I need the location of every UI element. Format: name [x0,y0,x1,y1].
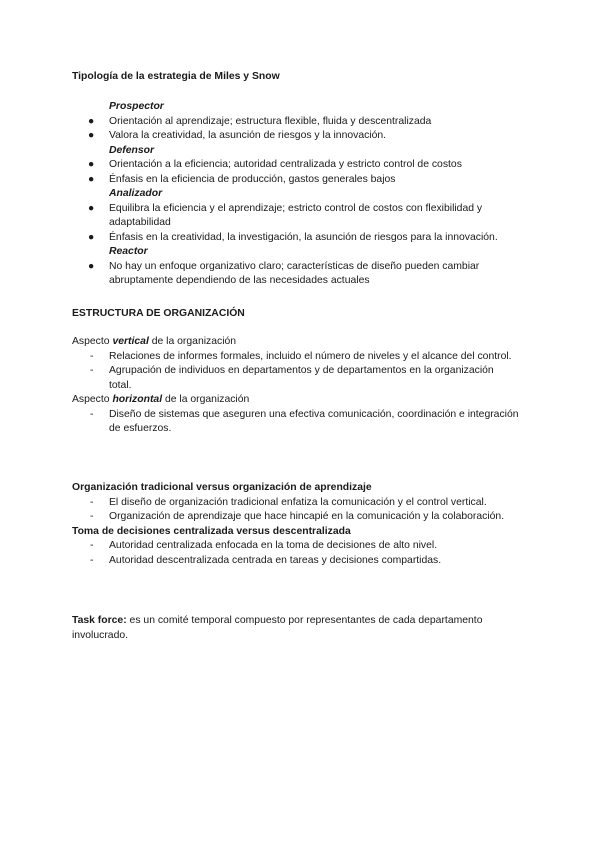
group-heading: Reactor [109,246,148,257]
bullet-icon: ● [88,130,95,141]
bullet-list [72,202,532,246]
dash-list [72,539,532,568]
list-item: - Autoridad descentralizada centrada en tareas y decisiones compartidas. [72,554,519,569]
bullet-icon: ● [88,159,95,170]
dash-marker: - [90,496,94,508]
dash-list [72,408,532,437]
decision-making-title: Toma de decisiones centralizada versus descentralizada [72,525,351,537]
list-item: - Diseño de sistemas que aseguren una efectiva comunicación, coordinación e integración de esfuerzos. [90,408,519,434]
bullet-list [72,115,532,144]
aspect-vertical-heading: Aspecto vertical de la organización [72,336,237,347]
group-prospector [72,100,532,289]
traditional-vs-learning-title: Organización tradicional versus organización de aprendizaje [72,482,372,493]
group-heading: Defensor [109,144,155,156]
section-title-estructura: ESTRUCTURA DE ORGANIZACIÓN [72,308,245,319]
dash-marker: - [90,365,94,376]
group-heading: Prospector [109,101,164,112]
list-item: ● No hay un enfoque organizativo claro; características de diseño pueden cambiar abruptamente dependiendo de las necesidades actuales [88,260,480,286]
list-item: ● Equilibra la eficiencia y el aprendizaje; estricto control de costos con flexibilidad y adaptabilidad [88,202,483,228]
task-force-term: Task force: [72,615,127,626]
list-item: - Autoridad centralizada enfocada en la toma de decisiones de alto nivel. [72,539,519,554]
dash-list [72,350,532,394]
list-item: - Organización de aprendizaje que hace hincapié en la comunicación y la colaboración. [72,510,519,525]
bullet-icon: ● [88,173,95,185]
comparison-block [72,481,532,568]
dash-marker: - [90,540,94,551]
list-item: ● Valora la creatividad, la asunción de riesgos y la innovación. [72,129,532,144]
list-item: ● Orientación al aprendizaje; estructura flexible, fluida y descentralizada [72,115,532,130]
bullet-icon: ● [88,231,95,243]
dash-marker: - [90,350,94,362]
group-heading: Analizador [109,188,163,199]
list-item: ● Énfasis en la creatividad, la investigación, la asunción de riesgos para la innovación. [72,231,532,246]
bullet-list [72,158,532,187]
task-force-definition [72,614,522,643]
task-force-text: es un comité temporal compuesto por representantes de cada departamento involucrado. [72,615,483,641]
list-item: - El diseño de organización tradicional enfatiza la comunicación y el control vertical. [72,496,519,511]
dash-marker: - [90,554,94,566]
dash-marker: - [90,511,94,522]
bullet-icon: ● [88,202,95,214]
list-item: ● Orientación a la eficiencia; autoridad centralizada y estricto control de costos [72,158,532,173]
bullet-icon: ● [88,260,95,272]
section-title-miles-snow: Tipología de la estrategia de Miles y Snow [72,71,280,82]
list-item: - Relaciones de informes formales, incluido el número de niveles y el alcance del control. [72,350,519,365]
dash-marker: - [90,408,94,420]
list-item: ● Énfasis en la eficiencia de producción, gastos generales bajos [72,173,532,188]
list-item: - Agrupación de individuos en departamentos y de departamentos en la organización total. [90,365,494,391]
bullet-list [72,260,532,289]
dash-list [72,496,532,525]
aspects-block [72,335,532,437]
bullet-icon: ● [88,115,95,127]
aspect-horizontal-heading: Aspecto horizontal de la organización [72,394,250,405]
